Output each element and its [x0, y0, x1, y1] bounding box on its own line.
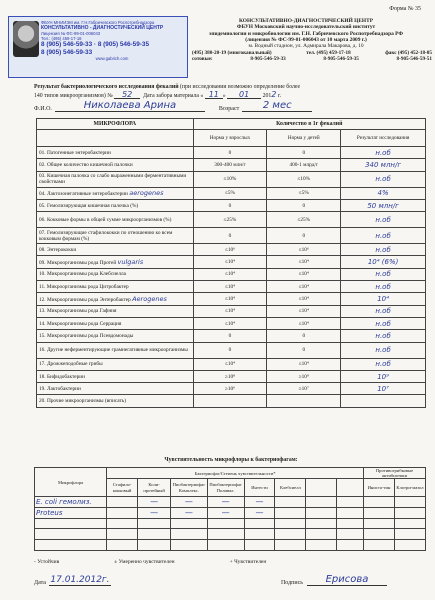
table-row: [37, 281, 426, 293]
mobile-2: 8-905-546-59-35: [323, 56, 359, 63]
table-row: [37, 171, 426, 187]
stamp-line3: Лицензия № ФС-99-01-006043: [41, 31, 101, 36]
sens-mark: [275, 507, 306, 518]
row-species: aerogenes: [129, 189, 164, 198]
row-name: [37, 244, 194, 256]
org-line1: КОНСУЛЬТАТИВНО-ДИАГНОСТИЧЕСКИЙ ЦЕНТР: [238, 18, 374, 24]
row-name-text: 09. Микроорганизмы рода Протей: [39, 260, 117, 267]
row-name: [37, 330, 194, 342]
row-name: [37, 159, 194, 171]
sens-mark: [275, 497, 306, 508]
sens-subcol: [306, 479, 337, 497]
sens-mark: [207, 529, 244, 540]
row-adult-norm: ≤10⁴: [193, 281, 267, 293]
sens-mark: [207, 540, 244, 551]
patient-age: 2 мес: [242, 100, 312, 112]
sens-mark: [364, 507, 395, 518]
row-child-norm: ≤10⁴: [267, 358, 341, 370]
sens-mark: [107, 540, 138, 551]
sensitivity-table: [34, 467, 426, 551]
row-result: 10⁹: [341, 370, 426, 382]
sens-mark: —: [138, 497, 171, 508]
legend-moderate: ± Умеренно чувствителен: [114, 559, 175, 565]
sens-row: [35, 540, 426, 551]
table-row: [37, 383, 426, 395]
row-adult-norm: ≤5%: [193, 187, 267, 199]
sens-mark: [364, 518, 395, 529]
row-name: [37, 281, 194, 293]
row-adult-norm: ≤10⁶: [193, 244, 267, 256]
row-name: [37, 199, 194, 211]
legend-sensitive: + Чувствителен: [229, 559, 267, 565]
footer-date-label: Дата: [34, 580, 46, 586]
row-result: н.об: [341, 147, 426, 159]
report-title: Результат бактериологического исследования фекалий (при исследовании возможно определение более 140 типов микроорганизмов) № 52 Дата забора материала « 11 » 01 2012 г.: [34, 84, 301, 99]
row-result: н.об: [341, 358, 426, 370]
sens-header-flora: Микрофлора: [35, 468, 107, 497]
table-row: [37, 212, 426, 228]
sens-mark: [107, 518, 138, 529]
row-adult-norm: 0: [193, 330, 267, 342]
row-name: [37, 317, 194, 329]
row-adult-norm: 0: [193, 147, 267, 159]
row-name-text: 02. Общее количество кишечной палочки: [39, 161, 133, 168]
sens-mark: [394, 540, 425, 551]
table-row: [37, 268, 426, 280]
row-adult-norm: ≤10⁴: [193, 305, 267, 317]
row-adult-norm: ≤25%: [193, 212, 267, 228]
row-name: [37, 256, 194, 268]
sens-mark: —: [138, 507, 171, 518]
sens-subcol: Клотри-мазол: [394, 479, 425, 497]
row-name-text: 03. Кишечная палочка со слабо выраженными ферментативными свойствами: [39, 173, 187, 186]
row-name-text: 19. Лактобактерии: [39, 385, 81, 392]
row-name-text: 06. Кокковые формы в общей сумме микроорганизмов (%): [39, 216, 172, 223]
sens-mark: —: [207, 507, 244, 518]
sens-mark: [275, 540, 306, 551]
sens-mark: —: [171, 507, 208, 518]
sens-mark: [138, 540, 171, 551]
row-adult-norm: ≤10⁴: [193, 256, 267, 268]
row-child-norm: 0: [267, 330, 341, 342]
row-child-norm: ≤10⁴: [267, 293, 341, 305]
table-row: [37, 159, 426, 171]
row-name: [37, 395, 194, 407]
subheader-empty: [37, 130, 194, 147]
stamp-phone2: 8 (905) 546-59-33: [41, 48, 93, 56]
table-row: [37, 244, 426, 256]
row-name: [37, 187, 194, 199]
legend-resistant: - Устойчив: [34, 559, 60, 565]
header-quantity: Количество в 1г фекалий: [193, 119, 425, 130]
row-name-text: 08. Энтерококки: [39, 246, 77, 253]
contacts: [192, 50, 432, 63]
sens-subcol: Интести: [244, 479, 275, 497]
sens-mark: [244, 529, 275, 540]
sens-flora: [35, 529, 107, 540]
clinic-stamp: [8, 16, 188, 78]
stamp-line4: Тел.: (495) 459-17-18: [41, 36, 82, 41]
row-name: [37, 370, 194, 382]
org-line3: эпидемиологии и микробиологии им. Г.Н. Габричевского Роспотребнадзора РФ: [209, 30, 403, 37]
row-child-norm: ≥10⁷: [267, 383, 341, 395]
sens-mark: [107, 507, 138, 518]
stamp-line1: ФБУН МНИИЭМ им. Г.Н.Габричевского Роспотребнадзора: [41, 20, 155, 25]
table-row: [37, 317, 426, 329]
sens-mark: [244, 518, 275, 529]
org-address: м. Водный стадион, ул. Адмирала Макарова, д. 10: [248, 43, 364, 50]
row-adult-norm: ≤10⁴: [193, 358, 267, 370]
sens-flora: [35, 518, 107, 529]
row-adult-norm: ≤10⁴: [193, 317, 267, 329]
sens-mark: [394, 497, 425, 508]
report-number: 52: [114, 91, 140, 99]
sens-mark: [207, 518, 244, 529]
sens-mark: [394, 529, 425, 540]
row-child-norm: ≤10%: [267, 171, 341, 187]
sens-mark: [171, 518, 208, 529]
patient-name: Николаева Арина: [55, 100, 205, 112]
table-row: [37, 199, 426, 211]
sens-subcol: Стафило-кокковый: [107, 479, 138, 497]
row-child-norm: 0: [267, 199, 341, 211]
row-child-norm: 0: [267, 228, 341, 244]
row-result: н.об: [341, 317, 426, 329]
sens-mark: [275, 518, 306, 529]
subheader-child-norm: Норма у детей: [267, 130, 341, 147]
row-result: н.об: [341, 342, 426, 358]
row-name-text: 10. Микроорганизмы рода Клебсиелла: [39, 271, 127, 278]
sens-header-antibiotics: Противогрибковые антибиотики: [364, 468, 426, 479]
sens-subcol: [337, 479, 364, 497]
sens-subcol: Коли-протейный: [138, 479, 171, 497]
row-name: [37, 383, 194, 395]
sens-mark: [306, 529, 337, 540]
row-child-norm: ≤10⁴: [267, 281, 341, 293]
row-result: 10⁴: [341, 293, 426, 305]
sens-row: [35, 497, 426, 508]
row-name: [37, 147, 194, 159]
row-adult-norm: ≥10⁶: [193, 383, 267, 395]
row-name-text: 18. Бифидобактерии: [39, 373, 85, 380]
form-number: Форма № 35: [389, 6, 421, 12]
mobile-label: сотовые:: [192, 56, 213, 63]
table-row: [37, 228, 426, 244]
row-name-text: 07. Гемолизирующие стафилококки по отношению ко всем кокковым формам (%): [39, 229, 173, 242]
sens-mark: [364, 540, 395, 551]
row-name-text: 11. Микроорганизмы рода Цитробактер: [39, 283, 129, 290]
mobile-3: 8-905-546-59-51: [396, 56, 432, 63]
row-name: [37, 342, 194, 358]
stamp-portrait-icon: [13, 21, 39, 57]
collection-day: 11: [205, 91, 223, 99]
collection-year-prefix: 201: [262, 93, 272, 99]
table-row: [37, 370, 426, 382]
table-row: [37, 330, 426, 342]
table-row: [37, 305, 426, 317]
table-row: [37, 395, 426, 407]
row-name-text: 16. Другие неферментирующие грамнегативные микроорганизмы: [39, 347, 188, 354]
sens-mark: [306, 507, 337, 518]
row-result: 10⁴ (6%): [341, 256, 426, 268]
table-row: [37, 358, 426, 370]
row-adult-norm: ≤10⁴: [193, 293, 267, 305]
row-result: н.об: [341, 330, 426, 342]
phone-fax: факс (495) 452-18-05: [385, 50, 432, 56]
header-microflora: МИКРОФЛОРА: [37, 119, 194, 130]
row-name-text: 20. Прочие микроорганизмы (вписать): [39, 398, 126, 405]
patient-row: [34, 100, 434, 112]
sens-mark: [337, 540, 364, 551]
sens-flora: [35, 540, 107, 551]
sens-mark: [306, 497, 337, 508]
row-name-text: 05. Гемолизирующая кишечная палочка (%): [39, 202, 139, 209]
sens-subcol: Пиобактериофаг Комплекс.: [171, 479, 208, 497]
sens-mark: —: [244, 497, 275, 508]
microflora-table: [36, 118, 426, 408]
sens-subcol: Клебсиелл: [275, 479, 306, 497]
row-child-norm: ≤10⁶: [267, 244, 341, 256]
report-number-label: 140 типов микроорганизмов) №: [34, 93, 113, 99]
row-name-text: 14. Микроорганизмы рода Серрация: [39, 320, 122, 327]
row-name-text: 01. Патогенные энтеробактерии: [39, 149, 111, 156]
sens-mark: [171, 540, 208, 551]
sens-mark: [337, 507, 364, 518]
table-row: [37, 342, 426, 358]
phone-main: (495) 380-20-19 (многоканальный): [192, 50, 272, 56]
age-label: Возраст: [218, 106, 240, 112]
sens-row: [35, 507, 426, 518]
sens-flora: Proteus: [35, 507, 107, 518]
signature: Ерисова: [307, 574, 387, 586]
row-child-norm: ≤10⁴: [267, 268, 341, 280]
row-name: [37, 268, 194, 280]
sens-mark: —: [171, 497, 208, 508]
sens-mark: [306, 518, 337, 529]
row-result: н.об: [341, 305, 426, 317]
row-result: 50 млн/г: [341, 199, 426, 211]
sens-mark: [306, 540, 337, 551]
row-child-norm: ≤10⁴: [267, 305, 341, 317]
org-line4: (лицензия № ФС-99-01-006043 от 10 марта 2009 г.): [245, 36, 367, 43]
row-adult-norm: 0: [193, 228, 267, 244]
sens-mark: [364, 497, 395, 508]
sens-mark: [171, 529, 208, 540]
subheader-adult-norm: Норма у взрослых: [193, 130, 267, 147]
row-result: н.об: [341, 228, 426, 244]
sens-mark: [107, 497, 138, 508]
sens-header-phage: Бактериофаг/Степень чувствительности*: [107, 468, 364, 479]
row-species: Aerogenes: [132, 295, 167, 304]
row-adult-norm: 0: [193, 199, 267, 211]
row-name-text: 13. Микроорганизмы рода Гафния: [39, 308, 117, 315]
row-child-norm: ≤10⁴: [267, 256, 341, 268]
row-name: [37, 358, 194, 370]
row-adult-norm: 300-400 млн/г: [193, 159, 267, 171]
row-name-text: 15. Микроорганизмы рода Псевдомонады: [39, 332, 134, 339]
row-adult-norm: 0: [193, 342, 267, 358]
row-child-norm: 400-1 млрд/г: [267, 159, 341, 171]
row-child-norm: ≤25%: [267, 212, 341, 228]
row-result: н.об: [341, 281, 426, 293]
row-result: н.об: [341, 268, 426, 280]
row-name: [37, 212, 194, 228]
sens-row: [35, 529, 426, 540]
sens-mark: [337, 497, 364, 508]
row-child-norm: 0: [267, 342, 341, 358]
row-result: 4%: [341, 187, 426, 199]
sens-mark: [244, 540, 275, 551]
sens-mark: [337, 529, 364, 540]
sens-mark: [138, 518, 171, 529]
sens-mark: [337, 518, 364, 529]
sens-mark: [394, 507, 425, 518]
footer: [34, 574, 426, 586]
collection-month: 01: [227, 91, 261, 99]
stamp-site: www.gabrich.com: [95, 56, 129, 61]
sens-flora: E. coli гемолиз.: [35, 497, 107, 508]
row-adult-norm: ≤10⁴: [193, 268, 267, 280]
mobile-1: 8-905-546-59-33: [250, 56, 286, 63]
footer-date: 17.01.2012г.: [50, 575, 110, 585]
row-child-norm: ≤10⁴: [267, 317, 341, 329]
row-result: н.об: [341, 212, 426, 228]
sens-subcol: Иниста-тин: [364, 479, 395, 497]
row-name-text: 04. Лактозонегативные энтеробактерии: [39, 191, 128, 198]
report-subheading: (при исследовании возможно определение более: [180, 84, 301, 90]
row-result: [341, 395, 426, 407]
table-row: [37, 147, 426, 159]
fio-label: Ф.И.О.: [34, 106, 52, 112]
phone-tel: тел. (495) 459-17-18: [306, 50, 351, 56]
row-name: [37, 293, 194, 305]
report-heading: Результат бактериологического исследования фекалий: [34, 84, 179, 90]
row-child-norm: ≥10⁹: [267, 370, 341, 382]
row-result: н.об: [341, 171, 426, 187]
stamp-line2: КОНСУЛЬТАТИВНО - ДИАГНОСТИЧЕСКИЙ ЦЕНТР: [41, 25, 164, 31]
org-line2: ФБУН Московский научно-исследовательский институт: [236, 24, 376, 31]
table-row: [37, 293, 426, 305]
sensitivity-title: Чувствительность микрофлоры к бактериофагам:: [164, 457, 298, 463]
signature-label: Подпись: [280, 580, 304, 586]
sens-mark: [138, 529, 171, 540]
sens-mark: [364, 529, 395, 540]
row-result: 10⁷: [341, 383, 426, 395]
row-result: 340 млн/г: [341, 159, 426, 171]
row-adult-norm: [193, 395, 267, 407]
row-adult-norm: ≥10⁸: [193, 370, 267, 382]
row-child-norm: ≤5%: [267, 187, 341, 199]
collection-year: 2: [271, 90, 277, 99]
row-child-norm: 0: [267, 147, 341, 159]
sens-mark: —: [207, 497, 244, 508]
sensitivity-legend: [34, 559, 424, 565]
row-name: [37, 171, 194, 187]
collection-date-label: Дата забора материала «: [143, 93, 204, 99]
table-row: [37, 256, 426, 268]
row-adult-norm: ≤10%: [193, 171, 267, 187]
row-name: [37, 228, 194, 244]
table-row: [37, 187, 426, 199]
sens-subcol: Пиобактериофаг Поливал.: [207, 479, 244, 497]
row-name-text: 12. Микроорганизмы рода Энтеробактер: [39, 297, 131, 304]
sens-mark: [394, 518, 425, 529]
row-species: vulgaris: [117, 258, 144, 267]
collection-date-suffix: г.: [277, 93, 282, 99]
row-result: н.об: [341, 244, 426, 256]
sens-row: [35, 518, 426, 529]
stamp-phone1: 8 (905) 546-59-33 · 8 (905) 546-59-35: [41, 41, 149, 48]
sens-mark: [107, 529, 138, 540]
subheader-result: Результат исследования: [341, 130, 426, 147]
sens-mark: [275, 529, 306, 540]
row-child-norm: [267, 395, 341, 407]
organization-header: [180, 18, 432, 49]
row-name-text: 17. Дрожжеподобные грибы: [39, 361, 103, 368]
row-name: [37, 305, 194, 317]
sens-mark: —: [244, 507, 275, 518]
